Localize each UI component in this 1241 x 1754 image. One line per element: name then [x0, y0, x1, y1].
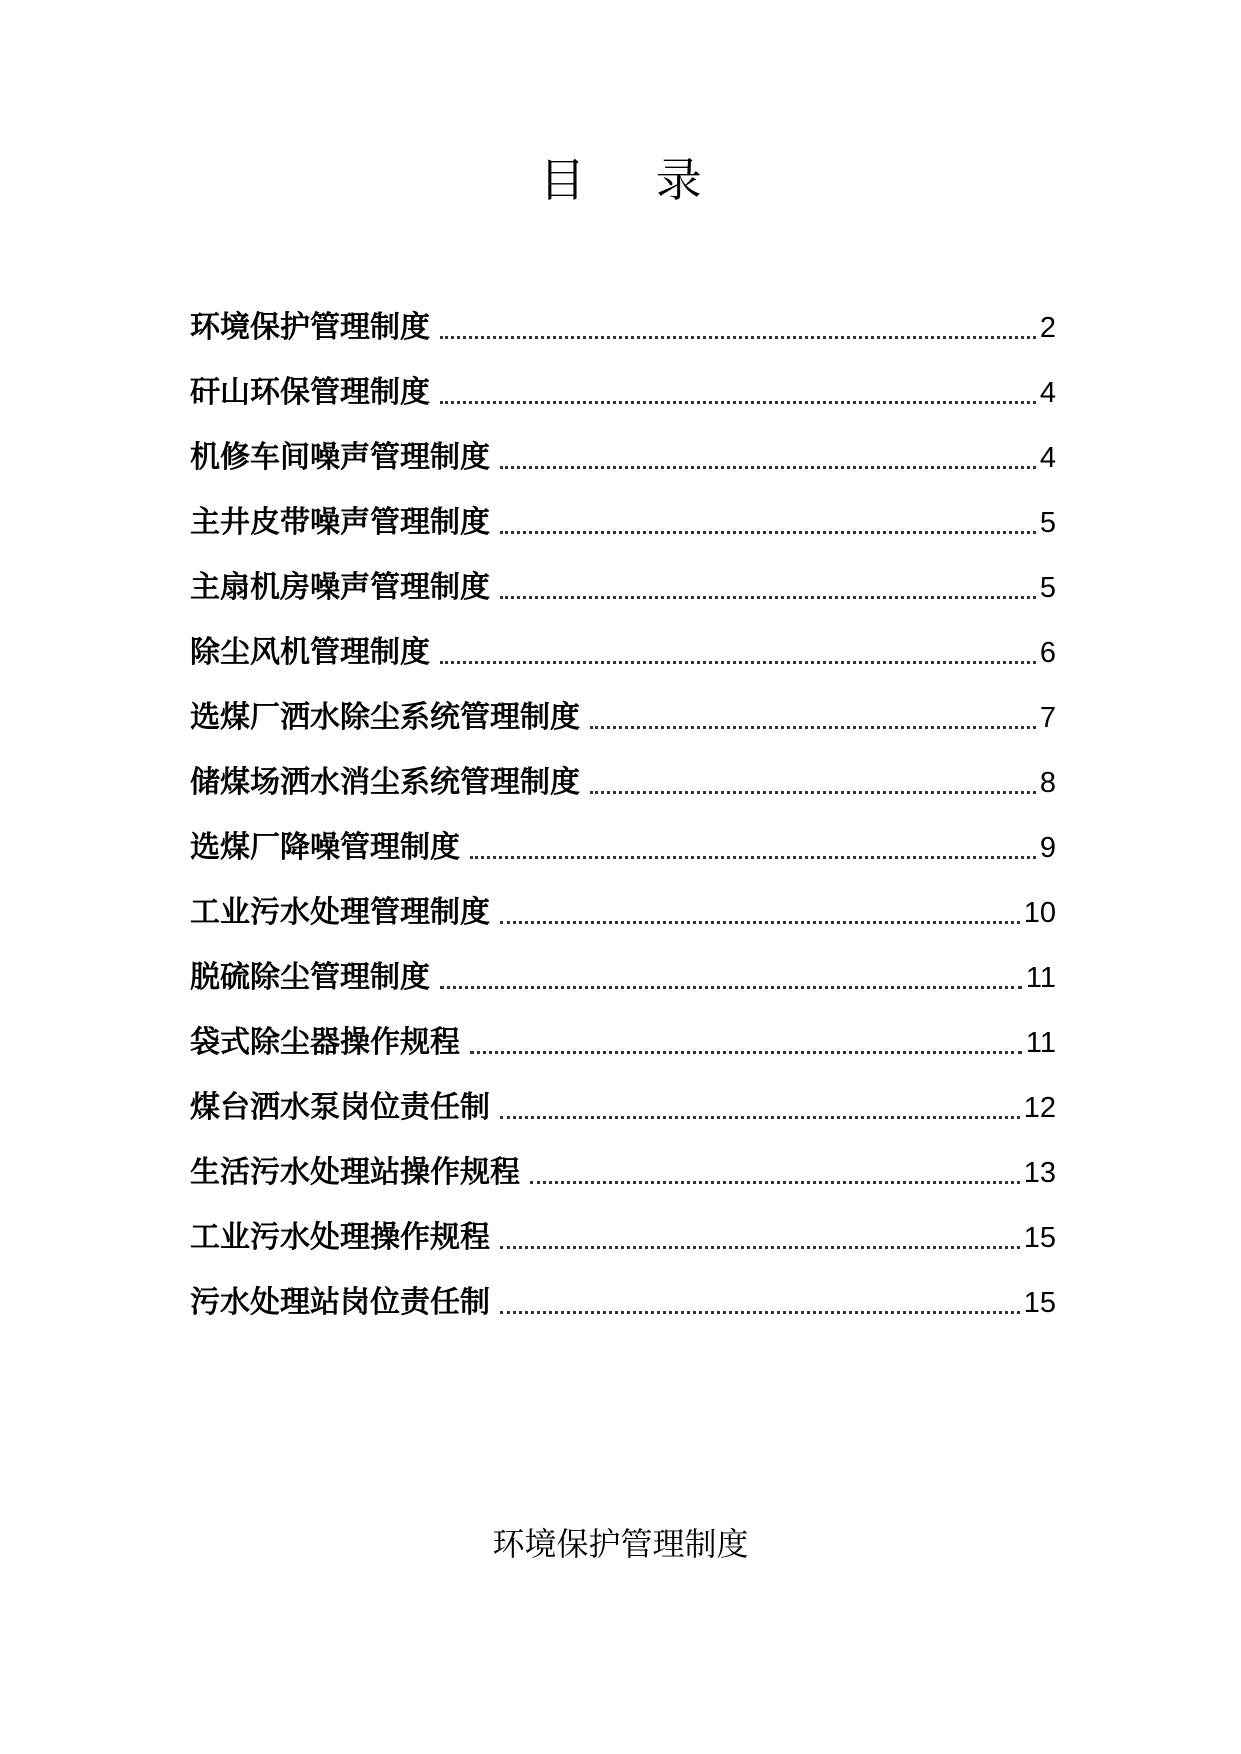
- toc-entry-page-number: 11: [1025, 962, 1056, 994]
- toc-entry[interactable]: [190, 868, 1056, 933]
- section-heading: 环境保护管理制度: [492, 1525, 749, 1563]
- toc-entry[interactable]: [190, 1063, 1056, 1128]
- toc-entry-page-number: 6: [1039, 637, 1056, 669]
- toc-entry[interactable]: [190, 803, 1056, 868]
- toc-dot-leader: [500, 1245, 1020, 1249]
- toc-entry-page-number: 13: [1023, 1157, 1056, 1189]
- toc-entry[interactable]: [190, 283, 1056, 348]
- toc-entry-page-number: 10: [1023, 897, 1056, 929]
- toc-entry[interactable]: [190, 1193, 1056, 1258]
- toc-entry[interactable]: [190, 608, 1056, 673]
- toc-entry-label: 除尘风机管理制度: [190, 635, 430, 670]
- toc-entry-page-number: 5: [1039, 507, 1056, 539]
- toc-entry-page-number: 4: [1039, 442, 1056, 474]
- toc-entry[interactable]: [190, 738, 1056, 803]
- toc-entry-page-number: 2: [1039, 312, 1056, 344]
- toc-entry-label: 工业污水处理管理制度: [190, 895, 490, 930]
- toc-entry[interactable]: [190, 348, 1056, 413]
- toc-dot-leader: [530, 1180, 1020, 1184]
- toc-entry[interactable]: [190, 413, 1056, 478]
- toc-entry-label: 脱硫除尘管理制度: [190, 960, 430, 995]
- toc-entry-label: 主扇机房噪声管理制度: [190, 570, 490, 605]
- toc-entry-label: 储煤场洒水消尘系统管理制度: [190, 765, 580, 800]
- toc-dot-leader: [470, 1050, 1022, 1054]
- toc-entry-page-number: 5: [1039, 572, 1056, 604]
- toc-entry-page-number: 4: [1039, 377, 1056, 409]
- toc-dot-leader: [590, 725, 1036, 729]
- toc-entry[interactable]: [190, 1258, 1056, 1323]
- toc-entry-page-number: 9: [1039, 832, 1056, 864]
- toc-entry[interactable]: [190, 478, 1056, 543]
- toc-dot-leader: [440, 660, 1036, 664]
- toc-dot-leader: [500, 465, 1036, 469]
- toc-title: 目 录: [539, 153, 730, 207]
- toc-dot-leader: [500, 920, 1020, 924]
- toc-dot-leader: [470, 855, 1036, 859]
- toc-dot-leader: [440, 985, 1022, 989]
- toc-entry-label: 生活污水处理站操作规程: [190, 1155, 520, 1190]
- toc-entry-label: 主井皮带噪声管理制度: [190, 505, 490, 540]
- toc-entry[interactable]: [190, 933, 1056, 998]
- toc-entry-label: 工业污水处理操作规程: [190, 1220, 490, 1255]
- toc-dot-leader: [590, 790, 1036, 794]
- toc-entry[interactable]: [190, 998, 1056, 1063]
- toc-entry[interactable]: [190, 543, 1056, 608]
- toc-entry[interactable]: [190, 1128, 1056, 1193]
- toc-entry-page-number: 15: [1023, 1287, 1056, 1319]
- toc-entry-label: 袋式除尘器操作规程: [190, 1025, 460, 1060]
- toc-dot-leader: [440, 335, 1036, 339]
- toc-entry-label: 环境保护管理制度: [190, 310, 430, 345]
- toc-entry-label: 煤台洒水泵岗位责任制: [190, 1090, 490, 1125]
- toc-entry-label: 选煤厂降噪管理制度: [190, 830, 460, 865]
- table-of-contents: [190, 283, 1056, 1323]
- toc-entry-label: 污水处理站岗位责任制: [190, 1285, 490, 1320]
- toc-entry-page-number: 15: [1023, 1222, 1056, 1254]
- toc-entry[interactable]: [190, 673, 1056, 738]
- toc-dot-leader: [500, 595, 1036, 599]
- toc-dot-leader: [500, 1115, 1020, 1119]
- toc-entry-label: 选煤厂洒水除尘系统管理制度: [190, 700, 580, 735]
- toc-entry-page-number: 8: [1039, 767, 1056, 799]
- toc-entry-page-number: 11: [1025, 1027, 1056, 1059]
- toc-entry-page-number: 7: [1039, 702, 1056, 734]
- toc-entry-label: 矸山环保管理制度: [190, 375, 430, 410]
- toc-dot-leader: [440, 400, 1036, 404]
- toc-dot-leader: [500, 530, 1036, 534]
- toc-entry-page-number: 12: [1023, 1092, 1056, 1124]
- toc-dot-leader: [500, 1310, 1020, 1314]
- toc-entry-label: 机修车间噪声管理制度: [190, 440, 490, 475]
